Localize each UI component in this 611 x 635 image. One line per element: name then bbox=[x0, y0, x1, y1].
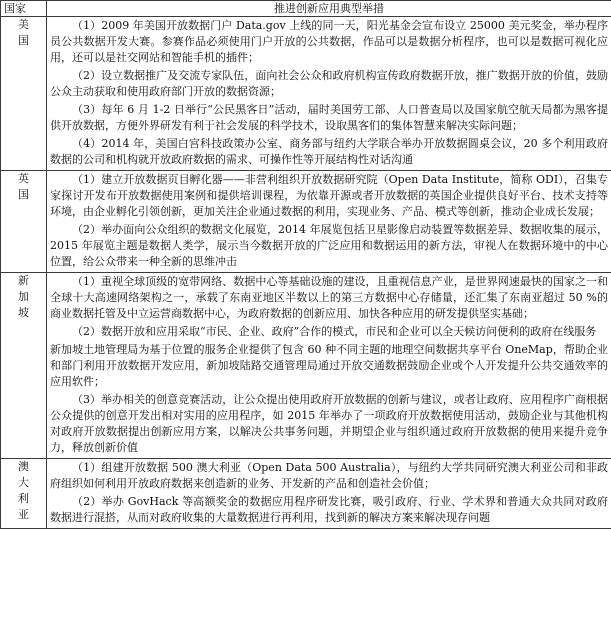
country-char: 加 bbox=[18, 290, 29, 303]
measure-item: （1）重视全球顶级的宽带网络、数据中心等基础设施的建设，且重视信息产业，是世界网速最快的国家之一和全球十大高速网络架构之一，承载了东南亚地区半数以上的第三方数据中心存储量，还汇集了东南亚超过 50 %的商业数据托管及中立运营商数据中心，为政府数据的创新应用、加快各种应用的研发提供坚实基础； bbox=[50, 275, 608, 320]
country-char: 国 bbox=[18, 188, 29, 201]
country-char: 美 bbox=[18, 18, 29, 31]
table-row-australia bbox=[1, 459, 611, 529]
table-row-uk bbox=[1, 171, 611, 273]
country-cell-uk bbox=[1, 171, 47, 273]
measures-cell-usa bbox=[47, 17, 611, 171]
country-char: 坡 bbox=[18, 306, 29, 319]
country-char: 英 bbox=[18, 172, 29, 185]
header-measures: 推进创新应用典型举措 bbox=[47, 1, 611, 17]
country-char: 新 bbox=[18, 274, 29, 287]
table-row-singapore bbox=[1, 273, 611, 459]
measure-item: （3）每年 6 月 1-2 日举行“公民黑客日”活动，届时美国劳工部、人口普查局以及国家航空航天局都为黑客提供开放数据，方便外界研发有利于社会发展的科学技术，设取黑客们的集体智慧来解决实际问题； bbox=[50, 103, 608, 132]
measure-item: （1）组建开放数据 500 澳大利亚（Open Data 500 Australia），与纽约大学共同研究澳大利亚公司和非政府组织如何利用开放政府数据来创造新的业务、开发新的产品和创造社会价值； bbox=[50, 461, 608, 490]
measure-item: 新加坡土地管理局为基于位置的服务企业提供了包含 60 种不同主题的地理空间数据共享平台 OneMap，帮助企业和部门利用开放数据开发应用，新加坡陆路交通管理局通过开放交通数据鼓励企业或个人开发提升公共交通效率的应用软件； bbox=[50, 343, 608, 388]
measures-cell-australia bbox=[47, 459, 611, 529]
measures-cell-singapore bbox=[47, 273, 611, 459]
measure-item: （2）举办面向公众组织的数据文化展览，2014 年展览包括卫星影像启动装置等数据差异、数据收集的展示，2015 年展览主题是数据人类学，展示当今数据开放的广泛应用和数据运用的新方法，审视人在数据环境中的中心位置，给公众带来一种全新的思维冲击 bbox=[50, 223, 608, 268]
header-country: 国家 bbox=[1, 1, 47, 17]
measure-item: （3）举办相关的创意竞赛活动，让公众提出使用政府开放数据的创新与建议，或者让政府、应用程序广商根据公众提供的创意开发出相对实用的应用程序，如 2015 年举办了一项政府开放数据使用活动，鼓励企业与其他机构对政府开放数据提出创新应用方案，以解决公共事务问题，并期望企业与组织通过政府开放数据的使用来提升竞争力，释放创新价值 bbox=[50, 393, 608, 454]
measure-item: （2）数据开放和应用采取“市民、企业、政府”合作的模式，市民和企业可以全天候访问便利的政府在线服务 bbox=[72, 325, 597, 338]
country-char: 利 bbox=[18, 492, 29, 505]
measures-cell-uk bbox=[47, 171, 611, 273]
country-char: 大 bbox=[18, 476, 29, 489]
table-header-row bbox=[1, 1, 611, 17]
country-char: 亚 bbox=[18, 508, 29, 521]
measure-item: （1）建立开放数据页目孵化器——非营利组织开放数据研究院（Open Data Institute，简称 ODI），召集专家探讨开发布开放数据使用案例和提供培训课程，为依靠开源或者开放数据的英国企业提供良好平台、技术支持等环境，由企业孵化引领创新，更加关注企业通过数据的利用，实现业务、产品、模式等创新，推动企业成长发展； bbox=[50, 173, 608, 218]
table-row-usa bbox=[1, 17, 611, 171]
country-char: 国 bbox=[18, 34, 29, 47]
measure-item: （4）2014 年，美国白宫科技政策办公室、商务部与纽约大学联合举办开放数据圆桌会议，20 多个利用政府数据的公司和机构就开放政府数据的需求、可操作性等开展结构性对话沟通 bbox=[50, 137, 608, 166]
country-cell-usa bbox=[1, 17, 47, 171]
country-char: 澳 bbox=[18, 460, 29, 473]
measure-item: （1）2009 年美国开放数据门户 Data.gov 上线的同一天，阳光基金会宣布设立 25000 美元奖金，举办程序员公共数据开发大赛。参赛作品必须使用门户开放的公共数据，作品可以是数据分析程序，也可以是数据可视化应用，还可以是社交网站和智能手机的插件； bbox=[50, 19, 608, 64]
country-cell-australia bbox=[1, 459, 47, 529]
measure-item: （2）设立数据推广及交流专家队伍，面向社会公众和政府机构宣传政府数据开放，推广数据开放的价值，鼓励公众主动获取和使用政府部门开放的数据资源； bbox=[50, 69, 608, 98]
country-cell-singapore bbox=[1, 273, 47, 459]
measure-item: （2）举办 GovHack 等高额奖金的数据应用程序研发比赛，吸引政府、行业、学术界和普通大众共同对政府数据进行混搭，从而对政府收集的大量数据进行再利用，找到新的解决方案来解决现存问题 bbox=[50, 495, 608, 524]
